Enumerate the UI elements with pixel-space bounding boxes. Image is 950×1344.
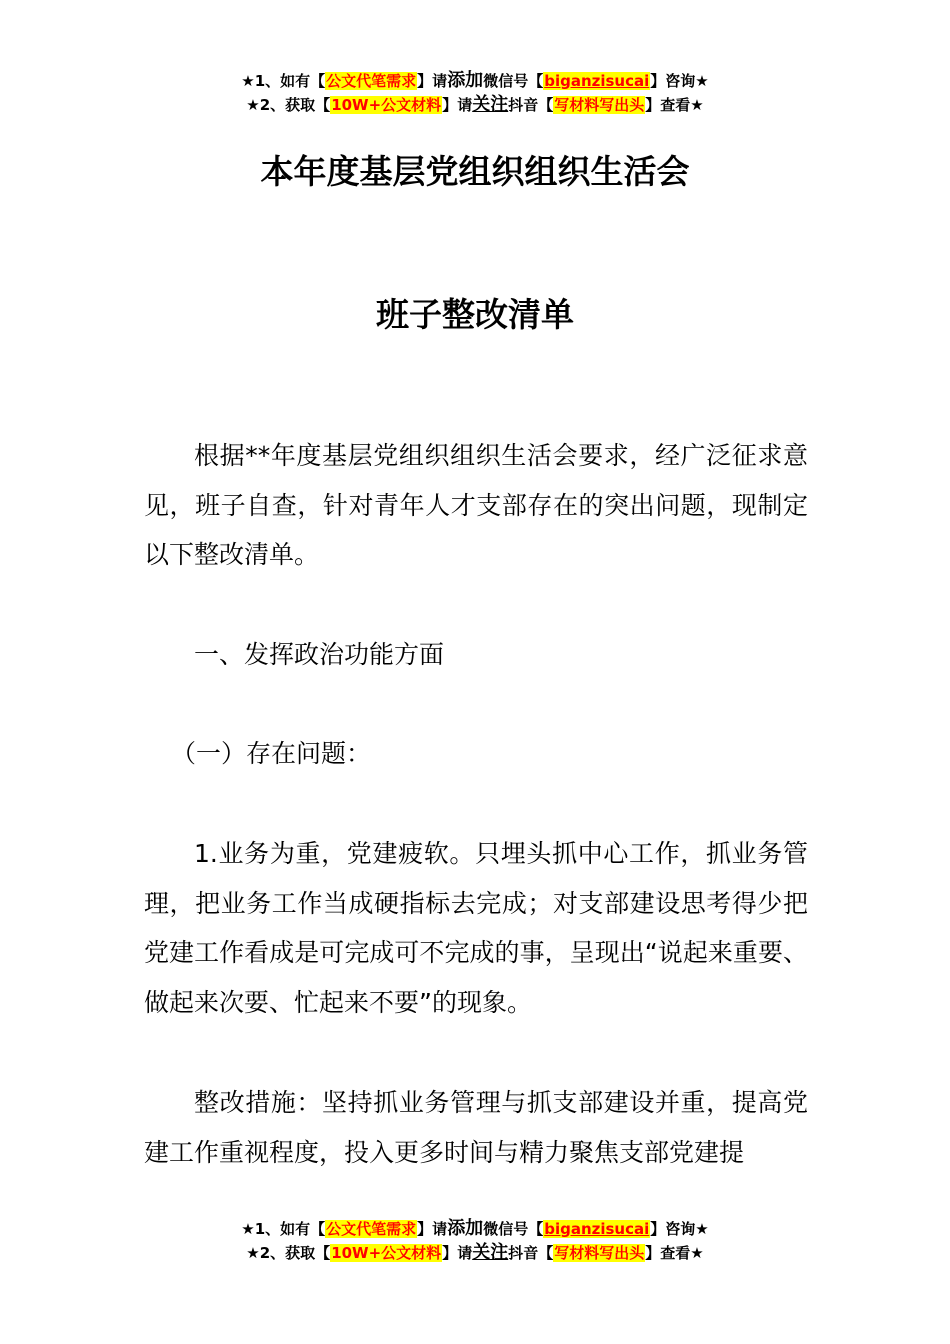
banner-text: 抖音【: [508, 96, 554, 114]
problem-paragraph: 1.业务为重，党建疲软。只埋头抓中心工作，抓业务管理，把业务工作当成硬指标去完成；对支部建设思考得少把党建工作看成是可完成可不完成的事，呈现出“说起来重要、做起来次要、忙起来不要”的现象。: [144, 839, 808, 1017]
banner-highlight: 公文代笔需求: [326, 1220, 417, 1238]
banner-emphasis: 添加: [447, 1218, 484, 1239]
top-banner: [0, 69, 950, 117]
banner-text: ★1、如有【: [241, 72, 326, 90]
section-heading: 一、发挥政治功能方面: [194, 640, 445, 669]
banner-text: 】请: [442, 1244, 473, 1262]
banner-highlight: biganzisucai: [544, 72, 650, 90]
banner-text: 】请: [417, 72, 448, 90]
banner-highlight: biganzisucai: [544, 1220, 650, 1238]
subsection-heading: （一）存在问题：: [171, 739, 372, 768]
banner-text: 】查看★: [645, 1244, 704, 1262]
banner-text: ★2、获取【: [246, 96, 331, 114]
intro-paragraph: 根据**年度基层党组织组织生活会要求，经广泛征求意见，班子自查，针对青年人才支部存在的突出问题，现制定以下整改清单。: [144, 441, 808, 569]
banner-text: 微信号【: [483, 72, 544, 90]
banner-text: 】请: [417, 1220, 448, 1238]
banner-text: 】咨询★: [650, 72, 709, 90]
document-title-line-2: 班子整改清单: [376, 295, 574, 334]
banner-emphasis: 添加: [447, 70, 484, 91]
bottom-banner: [0, 1217, 950, 1265]
document-title-line-1: 本年度基层党组织组织生活会: [260, 152, 690, 191]
banner-text: 】咨询★: [650, 1220, 709, 1238]
top-banner-line-1: [0, 69, 950, 93]
banner-highlight: 写材料写出头: [554, 96, 645, 114]
banner-text: 】请: [442, 96, 473, 114]
banner-highlight: 公文代笔需求: [326, 72, 417, 90]
banner-text: ★2、获取【: [246, 1244, 331, 1262]
banner-highlight: 10W+公文材料: [331, 1244, 442, 1262]
banner-highlight: 写材料写出头: [554, 1244, 645, 1262]
measure-paragraph: 整改措施：坚持抓业务管理与抓支部建设并重，提高党建工作重视程度，投入更多时间与精力聚焦支部党建提: [144, 1088, 808, 1167]
banner-text: ★1、如有【: [241, 1220, 326, 1238]
banner-emphasis: 关注: [472, 1242, 509, 1263]
banner-highlight: 10W+公文材料: [331, 96, 442, 114]
bottom-banner-line-1: [0, 1217, 950, 1241]
bottom-banner-line-2: [0, 1241, 950, 1265]
banner-text: 抖音【: [508, 1244, 554, 1262]
banner-text: 微信号【: [483, 1220, 544, 1238]
top-banner-line-2: [0, 93, 950, 117]
banner-emphasis: 关注: [472, 94, 509, 115]
banner-text: 】查看★: [645, 96, 704, 114]
